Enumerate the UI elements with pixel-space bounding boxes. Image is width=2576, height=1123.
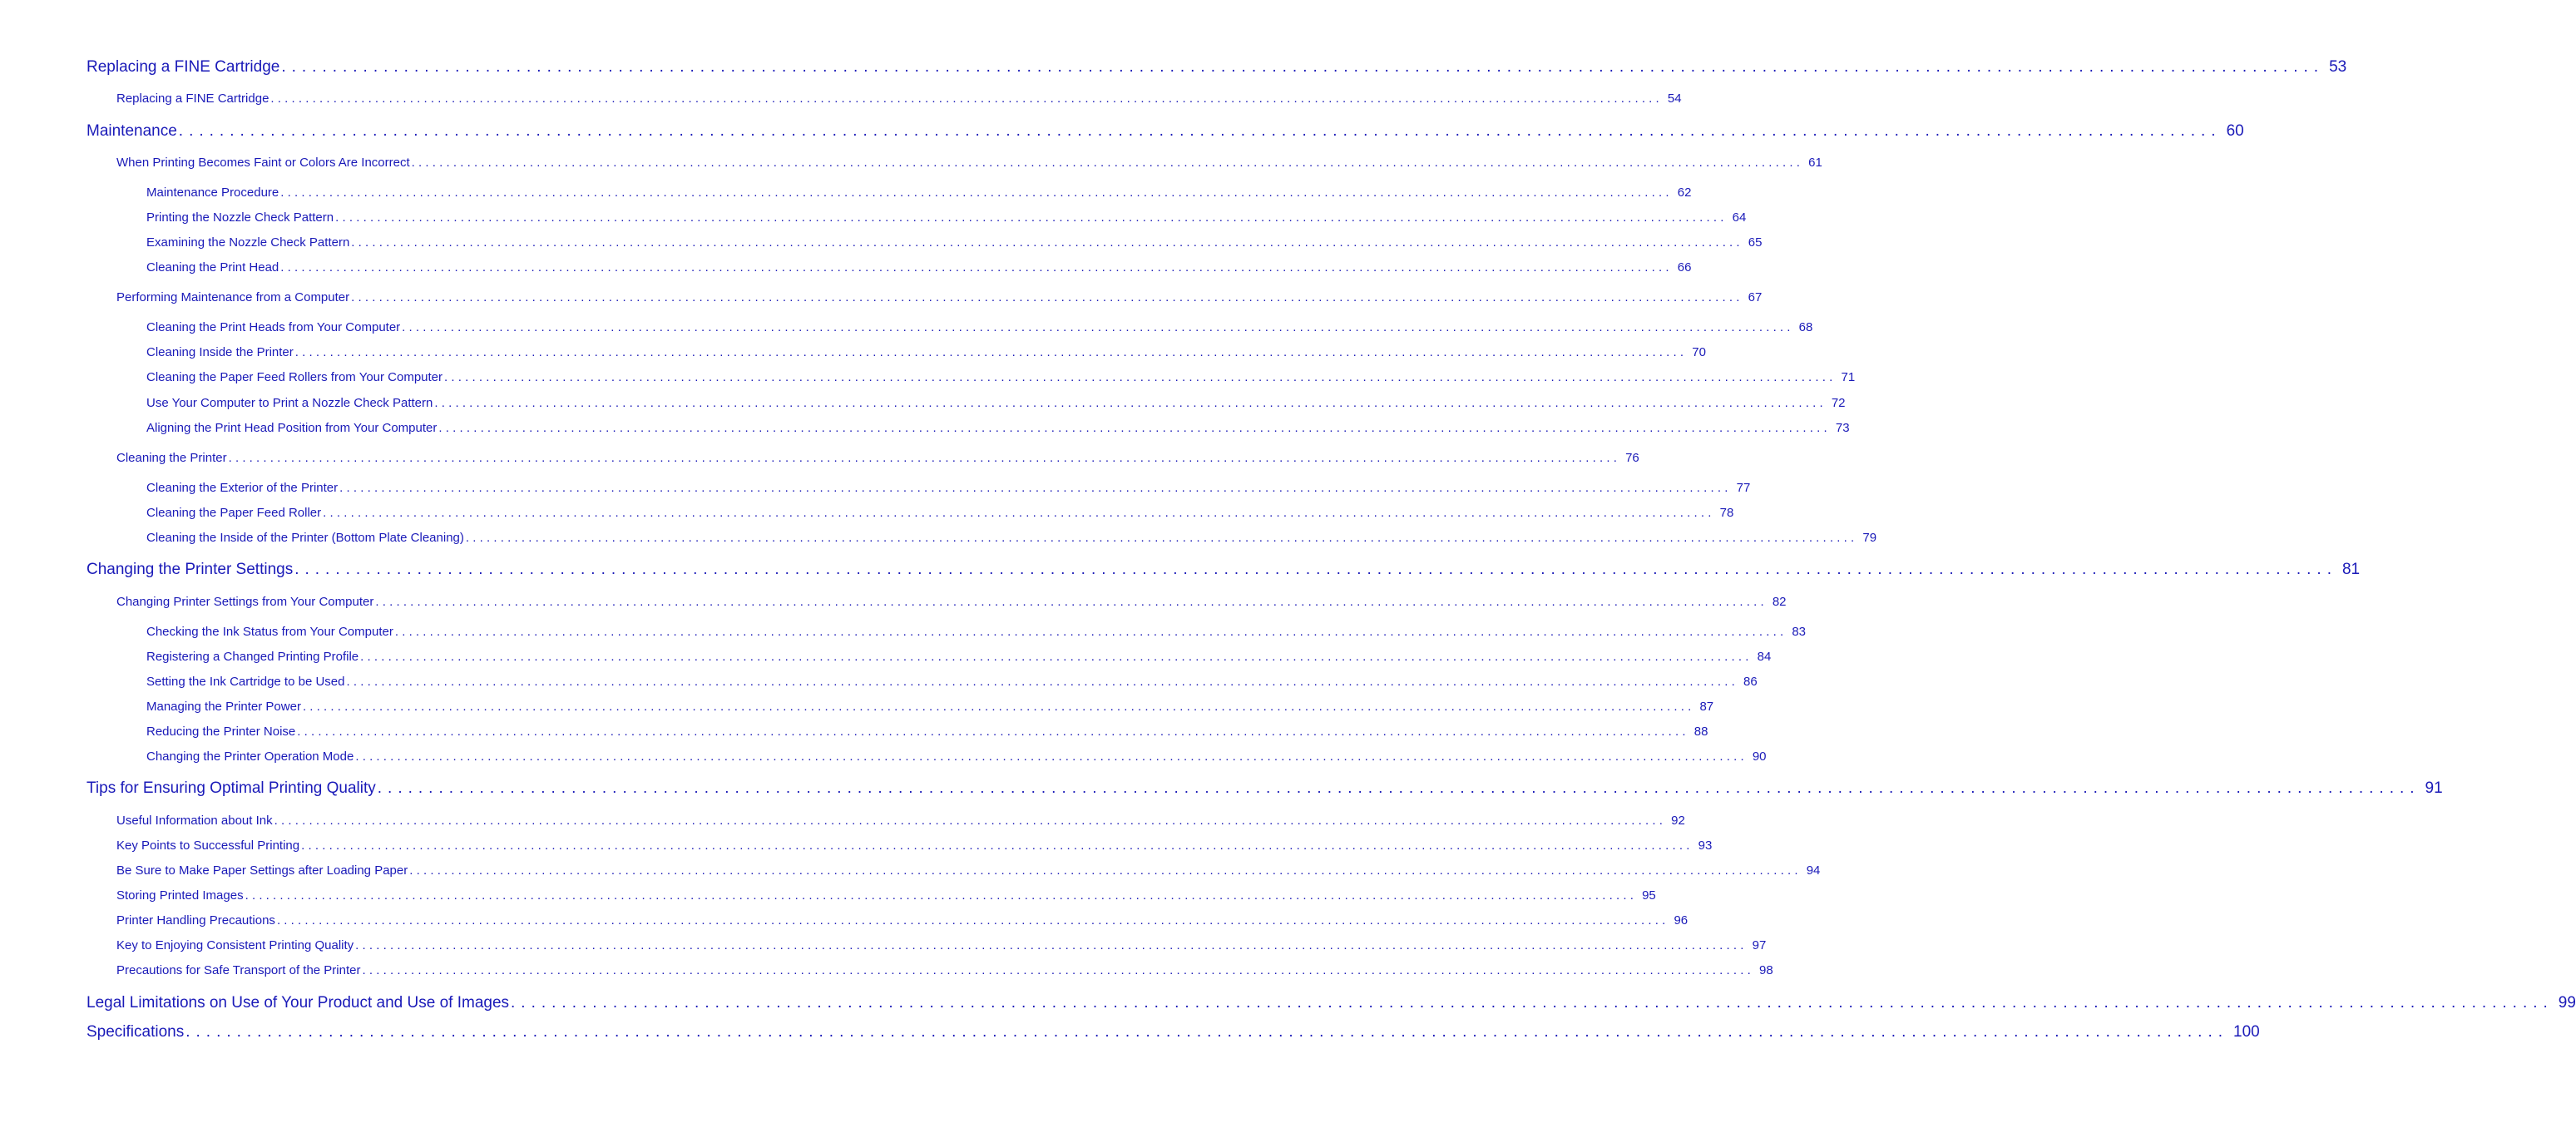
- dot-leader: ........................................................................................................................................................................................................: [301, 839, 1693, 853]
- dot-leader: ........................................................................................................................................................................................................: [511, 994, 2554, 1012]
- toc-entry[interactable]: [116, 156, 1822, 170]
- dot-leader: ........................................................................................................................................................................................................: [444, 370, 1837, 384]
- toc-entry[interactable]: [146, 260, 1692, 275]
- toc-entry-title: Precautions for Safe Transport of the Printer: [116, 963, 361, 977]
- dot-leader: ........................................................................................................................................................................................................: [228, 451, 1621, 465]
- toc-entry[interactable]: [146, 481, 1751, 495]
- toc-entry-page: 68: [1798, 320, 1813, 334]
- toc-entry-page: 82: [1772, 595, 1787, 609]
- toc-entry-title: Changing Printer Settings from Your Computer: [116, 595, 374, 609]
- toc-entry-title: Tips for Ensuring Optimal Printing Quality: [87, 779, 376, 797]
- dot-leader: ........................................................................................................................................................................................................: [394, 625, 1787, 639]
- toc-entry-page: 73: [1835, 421, 1850, 435]
- dot-leader: ........................................................................................................................................................................................................: [274, 814, 1667, 828]
- toc-entry[interactable]: [116, 814, 1685, 828]
- toc-entry-title: Useful Information about Ink: [116, 814, 273, 828]
- dot-leader: ........................................................................................................................................................................................................: [402, 320, 1794, 334]
- dot-leader: ........................................................................................................................................................................................................: [245, 888, 1638, 903]
- toc-entry-title: Cleaning the Print Heads from Your Computer: [146, 320, 401, 334]
- toc-entry-title: Setting the Ink Cartridge to be Used: [146, 675, 345, 689]
- toc-entry-page: 64: [1732, 210, 1747, 225]
- toc-entry[interactable]: [116, 888, 1656, 903]
- toc-entry-title: Performing Maintenance from a Computer: [116, 290, 350, 304]
- toc-entry-page: 81: [2341, 561, 2361, 578]
- toc-entry-title: Aligning the Print Head Position from Your Computer: [146, 421, 438, 435]
- toc-entry[interactable]: [146, 531, 1877, 545]
- dot-leader: ........................................................................................................................................................................................................: [294, 561, 2337, 578]
- toc-entry[interactable]: [116, 839, 1713, 853]
- toc-entry[interactable]: [146, 700, 1714, 714]
- dot-leader: ........................................................................................................................................................................................................: [362, 963, 1754, 977]
- toc-entry[interactable]: [116, 451, 1639, 465]
- toc-entry[interactable]: [87, 1023, 2260, 1041]
- toc-entry-page: 84: [1757, 650, 1772, 664]
- toc-entry[interactable]: [116, 938, 1767, 952]
- toc-entry-page: 93: [1698, 839, 1713, 853]
- toc-entry[interactable]: [146, 725, 1708, 739]
- toc-entry-title: Key Points to Successful Printing: [116, 839, 300, 853]
- toc-entry-page: 66: [1677, 260, 1692, 275]
- dot-leader: ........................................................................................................................................................................................................: [335, 210, 1728, 225]
- toc-entry[interactable]: [146, 506, 1734, 520]
- toc-entry[interactable]: [116, 913, 1688, 928]
- toc-entry-page: 90: [1752, 749, 1767, 764]
- toc-entry-title: Cleaning the Printer: [116, 451, 227, 465]
- toc-entry[interactable]: [146, 625, 1807, 639]
- toc-entry[interactable]: [116, 595, 1787, 609]
- dot-leader: ........................................................................................................................................................................................................: [346, 675, 1738, 689]
- toc-entry[interactable]: [146, 749, 1767, 764]
- toc-entry-page: 96: [1674, 913, 1688, 928]
- toc-entry[interactable]: [146, 396, 1846, 410]
- dot-leader: ........................................................................................................................................................................................................: [355, 749, 1748, 764]
- toc-entry[interactable]: [87, 561, 2361, 579]
- toc-entry-title: Managing the Printer Power: [146, 700, 301, 714]
- toc-entry-page: 86: [1743, 675, 1758, 689]
- dot-leader: ........................................................................................................................................................................................................: [185, 1023, 2228, 1041]
- toc-entry-title: Maintenance: [87, 122, 177, 140]
- toc-entry-page: 88: [1693, 725, 1708, 739]
- toc-entry[interactable]: [87, 58, 2347, 77]
- toc-entry[interactable]: [146, 186, 1692, 200]
- dot-leader: ........................................................................................................................................................................................................: [276, 913, 1669, 928]
- toc-entry[interactable]: [87, 779, 2443, 798]
- dot-leader: ........................................................................................................................................................................................................: [411, 156, 1804, 170]
- toc-entry-title: Use Your Computer to Print a Nozzle Check Pattern: [146, 396, 433, 410]
- dot-leader: ........................................................................................................................................................................................................: [297, 725, 1689, 739]
- toc-entry[interactable]: [116, 290, 1763, 304]
- toc-entry-page: 78: [1719, 506, 1734, 520]
- dot-leader: ........................................................................................................................................................................................................: [351, 290, 1743, 304]
- toc-entry-page: 61: [1808, 156, 1822, 170]
- dot-leader: ........................................................................................................................................................................................................: [280, 260, 1673, 275]
- toc-entry-page: 77: [1736, 481, 1751, 495]
- toc-entry-title: Changing the Printer Operation Mode: [146, 749, 354, 764]
- toc-entry-page: 92: [1671, 814, 1685, 828]
- dot-leader: ........................................................................................................................................................................................................: [375, 595, 1768, 609]
- toc-entry-page: 71: [1841, 370, 1856, 384]
- dot-leader: ........................................................................................................................................................................................................: [409, 863, 1802, 878]
- toc-entry-title: Maintenance Procedure: [146, 186, 279, 200]
- toc-entry[interactable]: [116, 92, 1682, 106]
- toc-entry-title: Cleaning the Print Head: [146, 260, 279, 275]
- toc-entry-title: Specifications: [87, 1023, 185, 1041]
- toc-entry-title: Cleaning the Inside of the Printer (Bottom Plate Cleaning): [146, 531, 464, 545]
- toc-entry-page: 97: [1752, 938, 1767, 952]
- dot-leader: ........................................................................................................................................................................................................: [302, 700, 1695, 714]
- toc-entry-page: 79: [1862, 531, 1877, 545]
- toc-entry-title: Cleaning Inside the Printer: [146, 345, 294, 359]
- toc-entry-page: 72: [1831, 396, 1846, 410]
- toc-entry-page: 95: [1642, 888, 1656, 903]
- toc-entry-page: 83: [1792, 625, 1807, 639]
- toc-entry-title: Printing the Nozzle Check Pattern: [146, 210, 334, 225]
- toc-entry-page: 91: [2425, 779, 2443, 797]
- toc-entry[interactable]: [87, 122, 2244, 141]
- toc-entry-title: Legal Limitations on Use of Your Product and Use of Images: [87, 994, 510, 1012]
- toc-entry-page: 99: [2558, 994, 2576, 1012]
- toc-entry-title: Cleaning the Paper Feed Rollers from Your Computer: [146, 370, 443, 384]
- dot-leader: ........................................................................................................................................................................................................: [339, 481, 1732, 495]
- dot-leader: ........................................................................................................................................................................................................: [360, 650, 1753, 664]
- toc-entry[interactable]: [146, 320, 1813, 334]
- toc-entry-title: Reducing the Printer Noise: [146, 725, 296, 739]
- toc-entry-title: Cleaning the Exterior of the Printer: [146, 481, 339, 495]
- toc-entry-page: 98: [1758, 963, 1773, 977]
- toc-entry-title: Printer Handling Precautions: [116, 913, 275, 928]
- dot-leader: ........................................................................................................................................................................................................: [438, 421, 1831, 435]
- toc-entry-title: Key to Enjoying Consistent Printing Quality: [116, 938, 354, 952]
- toc-entry-page: 87: [1699, 700, 1714, 714]
- toc-entry[interactable]: [146, 210, 1747, 225]
- toc-entry-page: 62: [1677, 186, 1692, 200]
- dot-leader: ........................................................................................................................................................................................................: [323, 506, 1715, 520]
- dot-leader: ........................................................................................................................................................................................................: [178, 122, 2222, 140]
- dot-leader: ........................................................................................................................................................................................................: [434, 396, 1827, 410]
- toc-entry-page: 60: [2226, 122, 2244, 140]
- toc-entry-page: 70: [1692, 345, 1706, 359]
- toc-entry-title: Replacing a FINE Cartridge: [116, 92, 269, 106]
- toc-entry-page: 94: [1806, 863, 1821, 878]
- toc-entry[interactable]: [146, 421, 1850, 435]
- toc-entry-page: 53: [2329, 58, 2347, 76]
- toc-entry-title: Examining the Nozzle Check Pattern: [146, 235, 350, 250]
- toc-entry-title: Be Sure to Make Paper Settings after Loading Paper: [116, 863, 408, 878]
- toc-entry[interactable]: [146, 370, 1856, 384]
- toc-entry-title: Replacing a FINE Cartridge: [87, 58, 280, 76]
- toc-entry-title: When Printing Becomes Faint or Colors Are Incorrect: [116, 156, 410, 170]
- toc-entry-title: Cleaning the Paper Feed Roller: [146, 506, 322, 520]
- toc-entry-page: 100: [2233, 1023, 2260, 1041]
- toc-entry-page: 76: [1625, 451, 1639, 465]
- dot-leader: ........................................................................................................................................................................................................: [270, 92, 1663, 106]
- toc-entry-title: Checking the Ink Status from Your Computer: [146, 625, 393, 639]
- toc-entry-page: 67: [1748, 290, 1763, 304]
- dot-leader: ........................................................................................................................................................................................................: [351, 235, 1743, 250]
- toc-entry-page: 54: [1667, 92, 1682, 106]
- dot-leader: ........................................................................................................................................................................................................: [465, 531, 1858, 545]
- toc-entry[interactable]: [116, 963, 1773, 977]
- toc-entry-title: Changing the Printer Settings: [87, 561, 294, 578]
- dot-leader: ........................................................................................................................................................................................................: [377, 779, 2420, 797]
- dot-leader: ........................................................................................................................................................................................................: [281, 58, 2325, 76]
- toc-entry[interactable]: [146, 235, 1763, 250]
- toc-entry[interactable]: [87, 994, 2576, 1012]
- toc-entry-title: Storing Printed Images: [116, 888, 244, 903]
- dot-leader: ........................................................................................................................................................................................................: [355, 938, 1748, 952]
- toc-entry[interactable]: [146, 650, 1772, 664]
- toc-entry[interactable]: [146, 675, 1758, 689]
- toc-entry[interactable]: [116, 863, 1821, 878]
- dot-leader: ........................................................................................................................................................................................................: [294, 345, 1688, 359]
- toc-entry-title: Registering a Changed Printing Profile: [146, 650, 359, 664]
- toc-entry-page: 65: [1748, 235, 1763, 250]
- toc-entry[interactable]: [146, 345, 1706, 359]
- dot-leader: ........................................................................................................................................................................................................: [280, 186, 1673, 200]
